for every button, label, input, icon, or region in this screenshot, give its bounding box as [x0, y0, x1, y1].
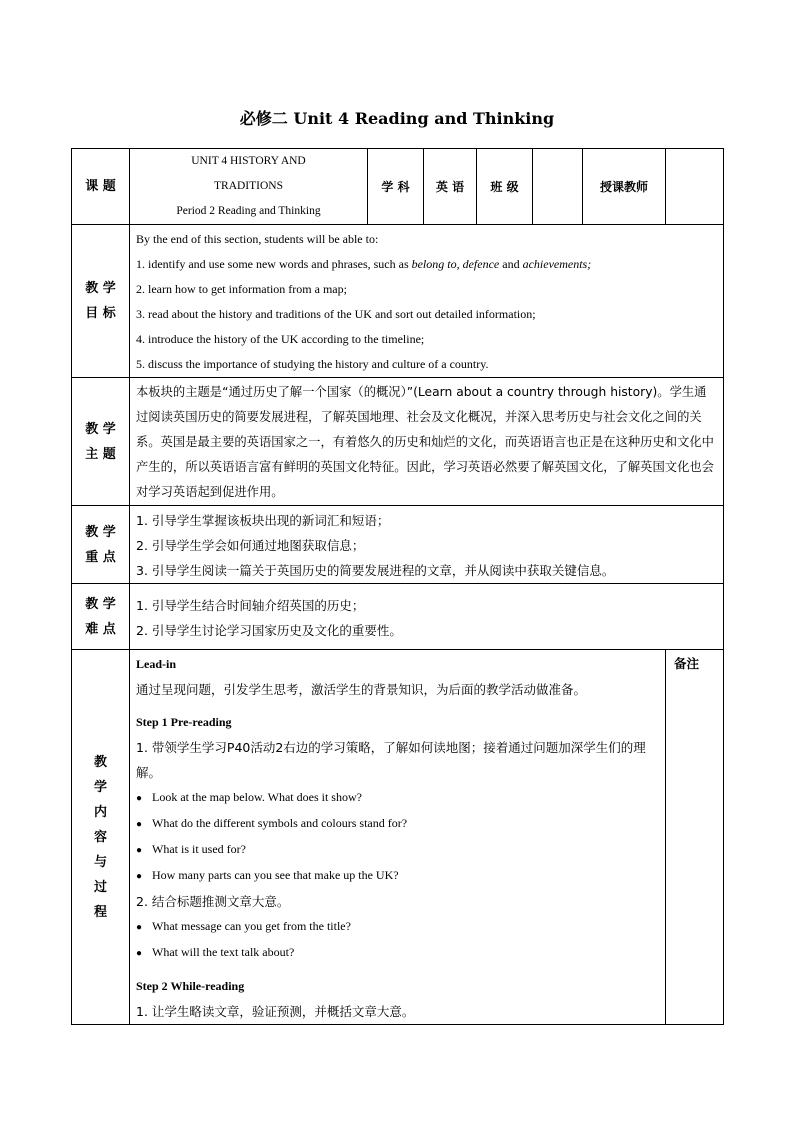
step2-item-1: 1. 让学生略读文章，验证预测，并概括文章大意。 — [136, 1004, 415, 1019]
topic-line-1: UNIT 4 HISTORY AND — [191, 155, 306, 167]
objectives-label — [72, 225, 130, 378]
process-row — [72, 650, 724, 1025]
key-points-label-line-2: 重 点 — [85, 549, 116, 565]
difficulties-label — [72, 584, 130, 650]
step1-title: Step 1 Pre-reading — [136, 715, 232, 729]
difficulties-label-line-2: 难 点 — [85, 621, 116, 637]
step1-question-1: ● Look at the map below. What does it show? — [136, 785, 660, 811]
step1-item-2: 2. 结合标题推测文章大意。 — [136, 894, 290, 909]
lesson-plan-table — [71, 148, 724, 1025]
process-label-char-1: 教 — [93, 754, 107, 770]
step2-title: Step 2 While-reading — [136, 979, 245, 993]
theme-label-line-1: 教 学 — [85, 421, 116, 437]
header-row — [72, 149, 724, 225]
process-label-char-7: 程 — [93, 904, 107, 920]
process-label-char-3: 内 — [93, 804, 107, 820]
objective-item-4: 4. introduce the history of the UK according to the timeline; — [136, 332, 425, 346]
key-points-label — [72, 506, 130, 584]
leadin-text: 通过呈现问题，引发学生思考，激活学生的背景知识，为后面的教学活动做准备。 — [136, 682, 587, 697]
class-label: 班 级 — [477, 149, 533, 225]
objectives-row — [72, 225, 724, 378]
objective-item-1-text: 1. identify and use some new words and phrases, such as — [136, 257, 412, 271]
theme-text: 本板块的主题是“通过历史了解一个国家（的概况）”(Learn about a country through history)。学生通过阅读英国历史的简要发展进程，了解英国地理、社会及文化概况，并深入思考历史与社会文化之间的关系。英国是最主要的英语国家之一，有着悠久的历史和灿烂的文化，而英语语言也正是在这种历史和文化中产生的，所以英语语言富有鲜明的英国文化特征。因此，学习英语必然要了解英国文化，了解英国文化也会对学习英语起到促进作用。 — [136, 385, 714, 499]
subject-label: 学 科 — [368, 149, 424, 225]
objective-sep-2: and — [499, 257, 523, 271]
key-point-item-3: 3. 引导学生阅读一篇关于英国历史的简要发展进程的文章，并从阅读中获取关键信息。 — [136, 563, 615, 578]
objective-word-defence: defence — [462, 257, 500, 271]
key-point-item-1: 1. 引导学生掌握该板块出现的新词汇和短语； — [136, 513, 390, 528]
process-label — [72, 650, 130, 1025]
objectives-label-line-2: 目 标 — [85, 306, 116, 321]
objective-item-2: 2. learn how to get information from a map; — [136, 282, 347, 296]
step1-question-2: ● What do the different symbols and colours stand for? — [136, 811, 660, 837]
theme-content — [130, 378, 724, 506]
document-title: 必修二 Unit 4 Reading and Thinking — [239, 109, 555, 128]
difficulty-item-2: 2. 引导学生讨论学习国家历史及文化的重要性。 — [136, 622, 402, 638]
process-label-char-5: 与 — [93, 854, 107, 870]
theme-label-line-2: 主 题 — [85, 446, 116, 462]
objective-word-belong-to: belong to — [411, 257, 457, 271]
process-label-char-2: 学 — [93, 779, 107, 795]
theme-row — [72, 378, 724, 506]
process-label-char-4: 容 — [93, 829, 107, 845]
step1-item-1: 1. 带领学生学习P40活动2右边的学习策略，了解如何读地图；接着通过问题加深学生们的理解。 — [136, 740, 646, 780]
key-points-label-line-1: 教 学 — [85, 524, 116, 540]
key-points-content — [130, 506, 724, 584]
difficulties-row — [72, 584, 724, 650]
objective-word-achievements: achievements; — [522, 257, 592, 271]
objective-item-1 — [136, 252, 718, 277]
objective-item-3: 3. read about the history and traditions of the UK and sort out detailed information; — [136, 307, 536, 321]
topic-line-2: TRADITIONS — [214, 180, 283, 192]
objectives-label-line-1: 教 学 — [85, 281, 116, 296]
notes-column — [666, 650, 724, 1025]
process-content — [130, 650, 666, 1025]
topic-line-3: Period 2 Reading and Thinking — [176, 205, 321, 217]
teacher-label: 授课教师 — [583, 149, 666, 225]
leadin-title: Lead-in — [136, 657, 177, 671]
notes-label: 备注 — [674, 656, 700, 671]
step1-question-3: ● What is it used for? — [136, 837, 660, 863]
objective-item-5: 5. discuss the importance of studying the history and culture of a country. — [136, 357, 489, 371]
difficulties-label-line-1: 教 学 — [85, 596, 116, 612]
step1-question-5: ● What message can you get from the title? — [136, 914, 660, 940]
subject-value: 英 语 — [424, 149, 477, 225]
difficulty-item-1: 1. 引导学生结合时间轴介绍英国的历史； — [136, 597, 365, 613]
key-points-row — [72, 506, 724, 584]
key-point-item-2: 2. 引导学生学会如何通过地图获取信息； — [136, 538, 365, 553]
teacher-value — [666, 149, 724, 225]
theme-label — [72, 378, 130, 506]
step1-question-6: ● What will the text talk about? — [136, 940, 660, 966]
difficulties-content — [130, 584, 724, 650]
topic-value — [130, 149, 368, 225]
class-value — [533, 149, 583, 225]
objectives-intro: By the end of this section, students will be able to: — [136, 232, 379, 246]
objective-sep-1: , — [456, 257, 463, 271]
step1-question-4: ● How many parts can you see that make up the UK? — [136, 863, 660, 889]
process-label-char-6: 过 — [93, 879, 107, 895]
topic-label: 课 题 — [72, 149, 130, 225]
objectives-content — [130, 225, 724, 378]
